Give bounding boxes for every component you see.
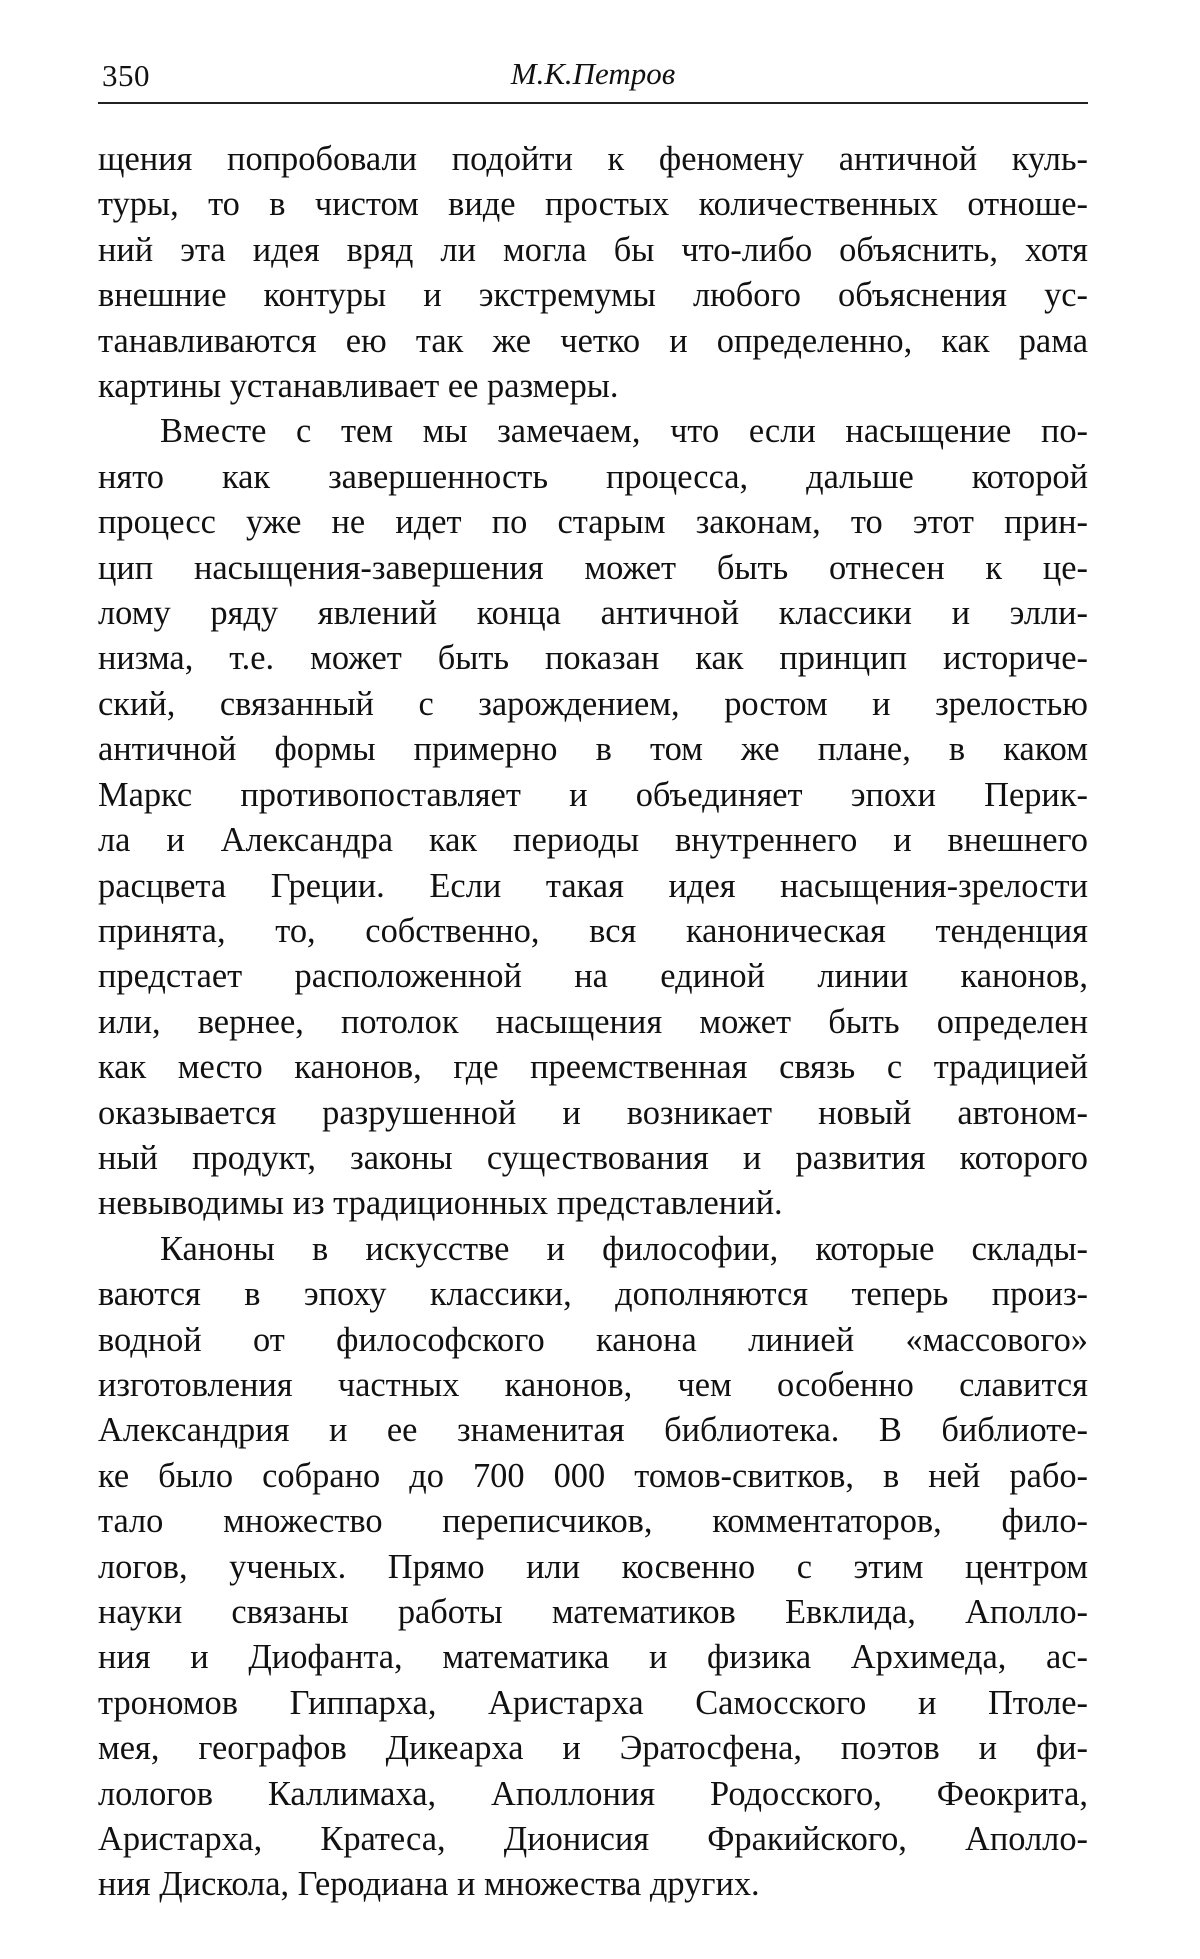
text-line: или, вернее, потолок насыщения может быть определен [98, 1002, 1088, 1041]
text-line: внешние контуры и экстремумы любого объяснения ус- [98, 276, 1088, 315]
text-line: ваются в эпоху классики, дополняются теперь произ- [98, 1275, 1088, 1314]
paragraph [98, 1227, 1088, 1908]
text-line: Каноны в искусстве и философии, которые склады- [160, 1229, 1088, 1268]
text-line: цип насыщения-завершения может быть отнесен к це- [98, 548, 1088, 587]
text-line: принята, то, собственно, вся каноническая тенденция [98, 911, 1088, 950]
text-line: трономов Гиппарха, Аристарха Самосского и Птоле- [98, 1683, 1088, 1722]
text-line: ский, связанный с зарождением, ростом и зрелостью [98, 684, 1088, 723]
text-line: античной формы примерно в том же плане, в каком [98, 730, 1088, 769]
text-line: предстает расположенной на единой линии канонов, [98, 957, 1088, 996]
text-line: танавливаются ею так же четко и определенно, как рама [98, 321, 1088, 360]
text-line: Маркс противопоставляет и объединяет эпохи Перик- [98, 775, 1088, 814]
paragraph [98, 409, 1088, 1226]
text-line: Александрия и ее знаменитая библиотека. В библиоте- [98, 1411, 1088, 1450]
text-line: ний эта идея вряд ли могла бы что-либо объяснить, хотя [98, 230, 1088, 269]
text-line: картины устанавливает ее размеры. [98, 367, 619, 406]
text-line: невыводимы из традиционных представлений. [98, 1184, 783, 1223]
text-line: ния Дискола, Геродиана и множества других. [98, 1865, 760, 1904]
text-line: низма, т.е. может быть показан как принцип историче- [98, 639, 1088, 678]
text-line: лологов Каллимаха, Аполлония Родосского, Феокрита, [98, 1774, 1088, 1813]
text-line: изготовления частных канонов, чем особенно славится [98, 1365, 1088, 1404]
text-line: водной от философского канона линией «массового» [98, 1320, 1088, 1359]
text-line: оказывается разрушенной и возникает новый автоном- [98, 1093, 1088, 1132]
text-line: мея, географов Дикеарха и Эратосфена, поэтов и фи- [98, 1729, 1088, 1768]
text-line: Аристарха, Кратеса, Дионисия Фракийского, Аполло- [98, 1820, 1088, 1859]
page-number: 350 [102, 58, 150, 93]
text-line: науки связаны работы математиков Евклида, Аполло- [98, 1593, 1088, 1631]
text-line: ный продукт, законы существования и развития которого [98, 1138, 1088, 1177]
text-line: логов, ученых. Прямо или косвенно с этим центром [98, 1547, 1088, 1586]
text-line: лому ряду явлений конца античной классики и элли- [98, 594, 1088, 633]
text-line: Вместе с тем мы замечаем, что если насыщение по- [160, 412, 1088, 451]
text-line: процесс уже не идет по старым законам, то этот прин- [98, 503, 1088, 542]
paragraph [98, 137, 1088, 409]
text-line: туры, то в чистом виде простых количественных отноше- [98, 185, 1088, 224]
text-line: щения попробовали подойти к феномену античной куль- [98, 140, 1088, 178]
text-line: тало множество переписчиков, комментаторов, фило- [98, 1502, 1088, 1541]
text-line: нято как завершенность процесса, дальше которой [98, 457, 1088, 496]
text-line: ке было собрано до 700 000 томов-свитков, в ней рабо- [98, 1456, 1088, 1495]
running-head-author: М.К.Петров [510, 56, 676, 91]
text-line: расцвета Греции. Если такая идея насыщения-зрелости [98, 866, 1088, 905]
text-line: как место канонов, где преемственная связь с традицией [98, 1048, 1088, 1087]
body-text [98, 137, 1088, 1908]
running-header [98, 56, 1088, 104]
text-line: ла и Александра как периоды внутреннего и внешнего [98, 821, 1088, 860]
text-line: ния и Диофанта, математика и физика Архимеда, ас- [98, 1638, 1088, 1677]
